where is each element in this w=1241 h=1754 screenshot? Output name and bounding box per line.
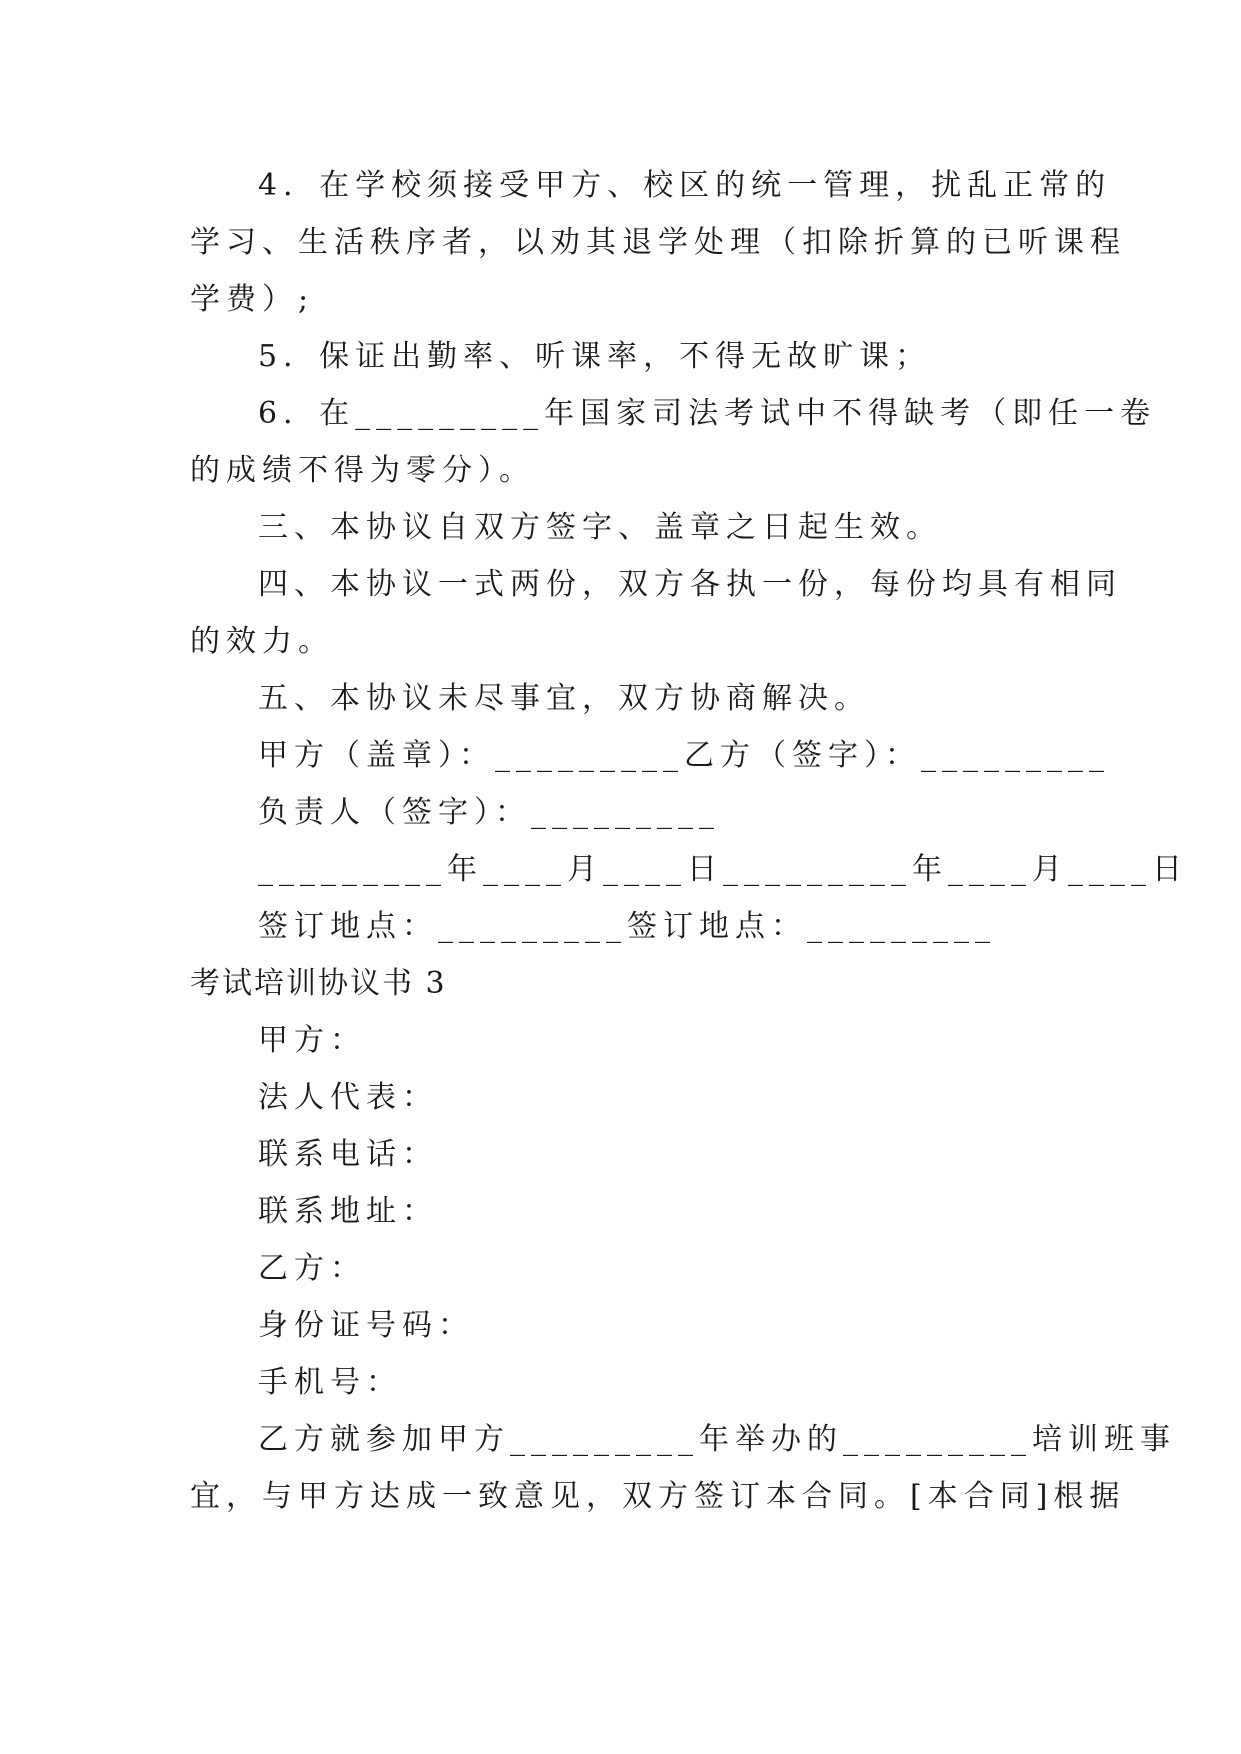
- responsible-person-line: 负责人（签字）：_________: [258, 795, 720, 830]
- date-line: _________年____月____日_________年____月____日: [258, 852, 1188, 887]
- clause-4-line-2: 学习、生活秩序者，以劝其退学处理（扣除折算的已听课程: [190, 225, 1126, 260]
- id-number-label: 身份证号码：: [258, 1308, 474, 1343]
- party-a-label: 甲方：: [258, 1023, 366, 1058]
- party-b-label: 乙方：: [258, 1251, 366, 1286]
- contact-address-label: 联系地址：: [258, 1194, 438, 1229]
- clause-6-line-1: 6．在_________年国家司法考试中不得缺考（即任一卷: [258, 396, 1157, 431]
- mobile-number-label: 手机号：: [258, 1365, 402, 1400]
- article-3-line: 三、本协议自双方签字、盖章之日起生效。: [258, 510, 942, 545]
- signing-place-line: 签订地点：_________签订地点：_________: [258, 909, 996, 944]
- party-signature-line: 甲方（盖章）：_________乙方（签字）：_________: [258, 738, 1110, 773]
- clause-4-line-3: 学费）;: [190, 282, 315, 317]
- clause-6-line-2: 的成绩不得为零分）。: [190, 453, 535, 488]
- legal-representative-label: 法人代表：: [258, 1080, 438, 1115]
- article-5-line: 五、本协议未尽事宜，双方协商解决。: [258, 681, 870, 716]
- contact-phone-label: 联系电话：: [258, 1137, 438, 1172]
- clause-4-line-1: 4．在学校须接受甲方、校区的统一管理，扰乱正常的: [258, 168, 1112, 203]
- article-4-line-1: 四、本协议一式两份，双方各执一份，每份均具有相同: [258, 567, 1122, 602]
- agreement-intro-line-2: 宜，与甲方达成一致意见，双方签订本合同。[本合同]根据: [190, 1479, 1126, 1514]
- clause-5-line: 5．保证出勤率、听课率，不得无故旷课；: [258, 339, 932, 374]
- agreement-intro-line-1: 乙方就参加甲方_________年举办的_________培训班事: [258, 1422, 1176, 1457]
- section-title: 考试培训协议书 3: [190, 966, 447, 1001]
- article-4-line-2: 的效力。: [190, 624, 334, 659]
